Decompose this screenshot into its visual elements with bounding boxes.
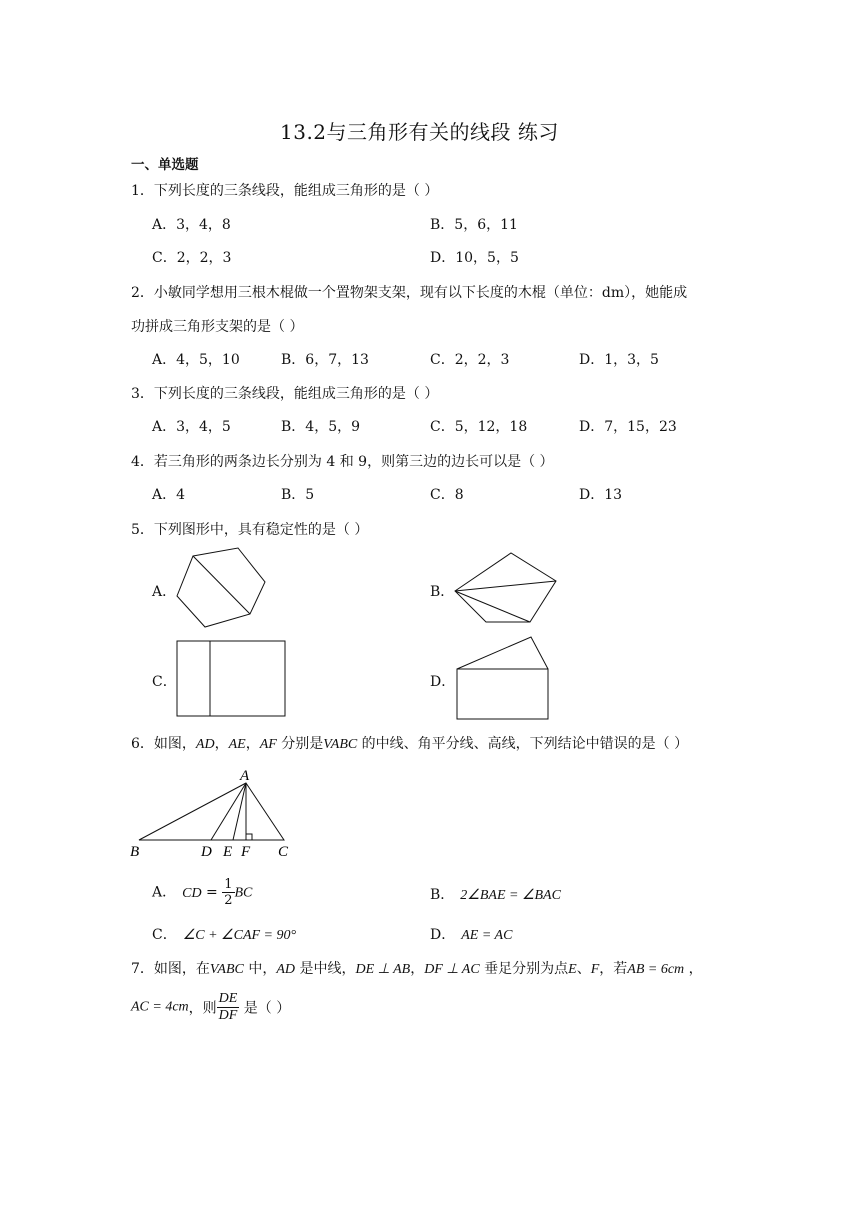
question-3-stem: 3．下列长度的三条线段，能组成三角形的是（ ） — [131, 386, 439, 402]
triangle-abc — [139, 783, 284, 840]
q7-mid-2: 是中线， — [295, 961, 356, 977]
q7-triangle-name: VABC — [209, 962, 244, 977]
label-c: C — [278, 844, 289, 860]
q7-de-perp-ab: DE ⊥ AB — [355, 962, 411, 977]
question-1-option-a: A．3，4，8 — [152, 217, 231, 233]
q6-option-c-text: ∠C + ∠CAF = 90° — [182, 928, 297, 943]
question-5-option-b: B． — [430, 584, 455, 600]
question-3-option-a: A．3，4，5 — [152, 419, 231, 435]
question-6-option-a — [152, 878, 252, 907]
question-4-option-a: A．4 — [152, 487, 186, 503]
question-4-option-c: C．8 — [430, 487, 464, 503]
question-7-stem-line-2 — [131, 992, 290, 1023]
right-angle-mark — [246, 834, 252, 840]
q7-line-2-end: 是（ ） — [239, 1000, 291, 1017]
question-4-option-b: B．5 — [281, 487, 315, 503]
q6-sep-2: ， — [245, 736, 260, 752]
q6-option-a-lhs: CD — [182, 885, 202, 901]
q7-ratio-numerator: DE — [218, 991, 238, 1006]
question-2-option-b: B．6，7，13 — [281, 352, 369, 368]
question-5-option-a: A． — [152, 584, 177, 600]
page-title: 13.2与三角形有关的线段 练习 — [280, 120, 559, 144]
q7-segment-ad: AD — [276, 962, 296, 977]
label-d: D — [201, 844, 212, 860]
question-5-option-c: C． — [152, 674, 177, 690]
q7-df-perp-ac: DF ⊥ AC — [424, 962, 480, 977]
q7-ac-length: AC = 4cm — [131, 999, 189, 1015]
label-b: B — [130, 844, 140, 860]
q6-option-a-fraction — [222, 878, 234, 907]
question-1-option-d: D．10，5，5 — [430, 250, 519, 266]
question-1-stem: 1．下列长度的三条线段，能组成三角形的是（ ） — [131, 183, 439, 199]
q6-triangle-name: VABC — [323, 737, 358, 752]
q7-sep: ， — [410, 961, 425, 977]
q7-sep-2: 、 — [576, 961, 591, 977]
question-2-stem-line-2: 功拼成三角形支架的是（ ） — [131, 319, 304, 335]
question-3-option-b: B．4，5，9 — [281, 419, 361, 435]
question-2-stem-line-1: 2．小敏同学想用三根木棍做一个置物架支架，现有以下长度的木棍（单位：dm），她能成 — [131, 285, 688, 301]
q6-segment-ad: AD — [195, 737, 215, 752]
question-3-option-d: D．7，15，23 — [579, 419, 677, 435]
question-6-option-b — [430, 884, 561, 904]
q6-stem-suffix: 的中线、角平分线、高线，下列结论中错误的是（ ） — [357, 736, 689, 752]
label-e: E — [223, 844, 233, 860]
question-4-option-d: D．13 — [579, 487, 623, 503]
q6-option-a-rhs: BC — [234, 885, 253, 901]
question-3-option-c: C．5，12，18 — [430, 419, 528, 435]
q6-option-c-label: C． — [152, 927, 177, 943]
q6-option-a-denominator: 2 — [224, 893, 233, 908]
q6-option-a-label: A． — [152, 884, 177, 901]
section-heading: 一、单选题 — [131, 157, 199, 173]
q7-mid-3: 垂足分别为点 — [479, 961, 569, 977]
q6-stem-prefix: 6．如图， — [131, 736, 196, 752]
q6-segment-af: AF — [259, 737, 277, 752]
question-7-stem-line-1 — [131, 958, 703, 978]
q6-option-b-text: 2∠BAE = ∠BAC — [460, 888, 561, 903]
q7-point-e: E — [568, 962, 577, 977]
q6-stem-mid: 分别是 — [276, 736, 324, 752]
question-5-stem: 5．下列图形中，具有稳定性的是（ ） — [131, 522, 369, 538]
question-2-option-d: D．1，3，5 — [579, 352, 659, 368]
q6-sep-1: ， — [214, 736, 229, 752]
q7-ratio-denominator: DF — [218, 1008, 238, 1023]
q6-segment-ae: AE — [228, 737, 246, 752]
q7-ab-length: AB = 6cm — [627, 962, 685, 977]
question-1-option-b: B．5，6，11 — [430, 217, 518, 233]
question-6-option-d — [430, 924, 512, 944]
question-2-option-c: C．2，2，3 — [430, 352, 510, 368]
q6-option-d-label: D． — [430, 927, 456, 943]
question-1-option-c: C．2，2，3 — [152, 250, 232, 266]
q6-option-b-label: B． — [430, 887, 455, 903]
q7-line-1-end: ， — [684, 961, 703, 977]
median-ad — [211, 783, 246, 840]
q7-mid-4: ，若 — [599, 961, 628, 977]
q6-option-a-equals: = — [201, 884, 223, 901]
q6-option-d-text: AE = AC — [461, 928, 513, 943]
q7-mid-1: 中， — [243, 961, 277, 977]
q7-prefix: 7．如图，在 — [131, 961, 210, 977]
question-2-option-a: A．4，5，10 — [152, 352, 240, 368]
q7-mid-5: ，则 — [188, 1000, 217, 1017]
question-6-option-c — [152, 924, 296, 944]
question-4-stem: 4．若三角形的两条边长分别为 4 和 9，则第三边的边长可以是（ ） — [131, 454, 554, 470]
q7-ratio-fraction — [217, 992, 240, 1023]
bisector-ae — [233, 783, 246, 840]
q6-option-a-numerator: 1 — [224, 877, 233, 892]
q7-point-f: F — [590, 962, 600, 977]
label-f: F — [241, 844, 251, 860]
question-5-option-d: D． — [430, 674, 456, 690]
label-a: A — [240, 768, 250, 784]
